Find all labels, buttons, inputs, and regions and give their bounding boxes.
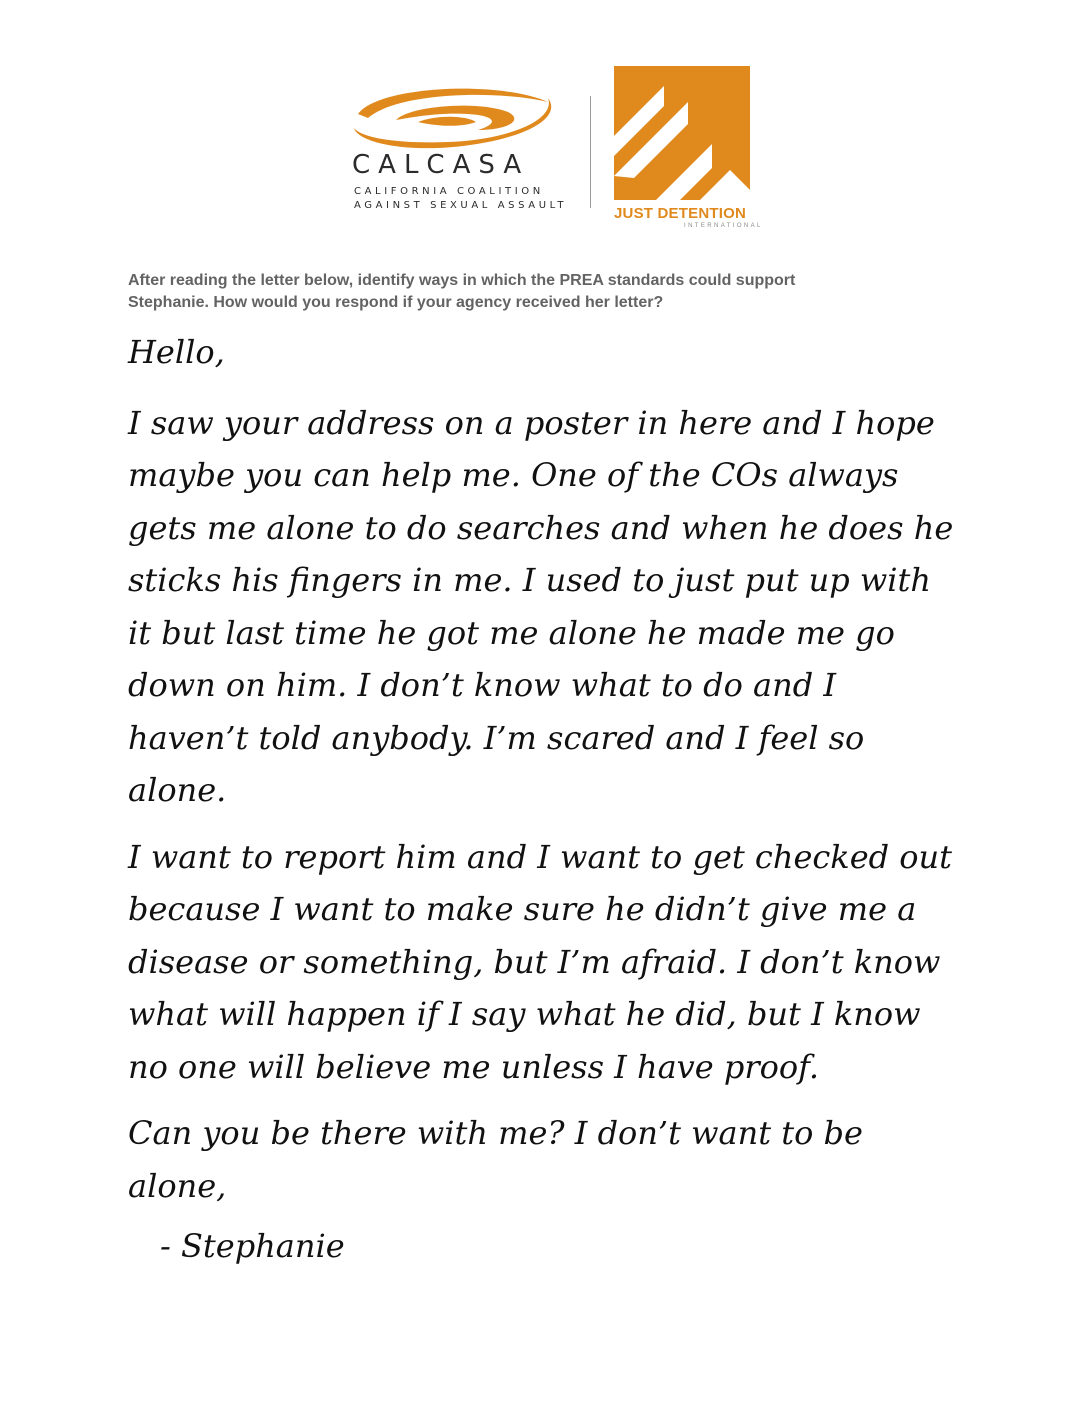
- instruction-prompt: [128, 270, 928, 314]
- prompt-line: After reading the letter below, identify ways in which the PREA standards could support: [128, 272, 796, 289]
- letter-line: I want to report him and I want to get checked out: [128, 837, 953, 876]
- letter-line: disease or something, but I’m afraid. I don’t know: [128, 942, 941, 981]
- letter-line: alone.: [128, 771, 227, 809]
- letter-line: what will happen if I say what he did, but I know: [128, 995, 921, 1033]
- calcasa-logo-subtitle-1: CALIFORNIA COALITION: [354, 186, 544, 197]
- handwritten-letter: [128, 326, 968, 1273]
- letter-line: gets me alone to do searches and when he does he: [128, 508, 954, 547]
- letter-paragraph-1: [128, 397, 968, 817]
- letter-line: because I want to make sure he didn’t give me a: [128, 890, 917, 928]
- letter-line: maybe you can help me. One of the COs always: [128, 456, 899, 494]
- just-detention-logo-name: JUST DETENTION: [614, 205, 746, 222]
- prompt-line: Stephanie. How would you respond if your agency received her letter?: [128, 294, 664, 311]
- letter-line: sticks his fingers in me. I used to just put up with: [128, 561, 931, 599]
- letter-line: it but last time he got me alone he made me go: [128, 613, 895, 652]
- letter-line: I saw your address on a poster in here and I hope: [128, 403, 935, 442]
- letter-line: down on him. I don’t know what to do and I: [128, 666, 837, 704]
- calcasa-logo-subtitle-2: AGAINST SEXUAL ASSAULT: [354, 200, 568, 211]
- letter-closing: Can you be there with me? I don’t want to be alone,: [128, 1114, 863, 1205]
- just-detention-logo-subtitle: INTERNATIONAL: [684, 223, 763, 229]
- letter-paragraph-2: [128, 831, 968, 1094]
- letter-greeting: Hello,: [128, 333, 225, 371]
- letter-line: no one will believe me unless I have proof.: [128, 1047, 820, 1086]
- letter-signature: - Stephanie: [160, 1227, 345, 1265]
- calcasa-logo-name: CALCASA: [352, 150, 530, 180]
- letter-line: haven’t told anybody. I’m scared and I feel so: [128, 718, 865, 757]
- logo-divider: [590, 96, 591, 208]
